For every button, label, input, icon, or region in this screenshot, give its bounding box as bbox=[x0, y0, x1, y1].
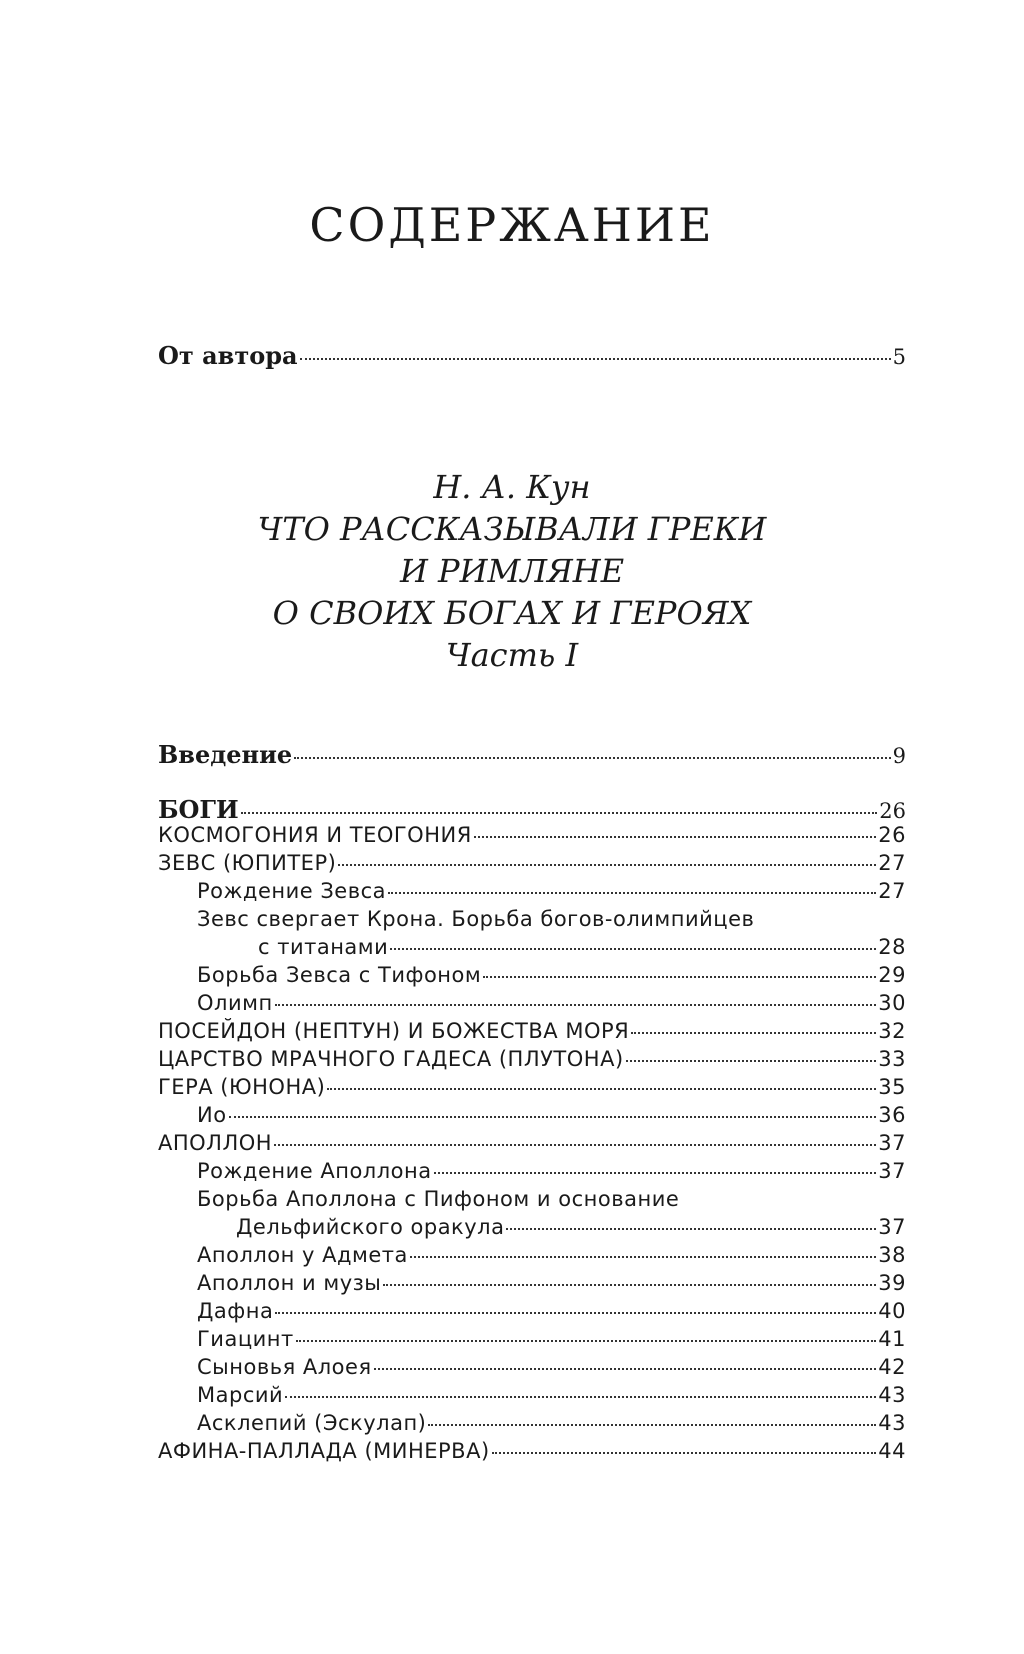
toc-entry-olympus bbox=[197, 991, 906, 1015]
toc-entry-label: Сыновья Алоея bbox=[197, 1355, 372, 1379]
toc-entry-zeus-birth bbox=[197, 879, 906, 903]
toc-entry-page: 5 bbox=[892, 345, 906, 369]
dot-leader bbox=[241, 812, 878, 814]
dot-leader bbox=[390, 948, 876, 950]
toc-entry-label: Аполлон у Адмета bbox=[197, 1243, 408, 1267]
page-title: СОДЕРЖАНИЕ bbox=[309, 198, 715, 252]
book-title-line-1: ЧТО РАССКАЗЫВАЛИ ГРЕКИ bbox=[257, 510, 767, 548]
toc-entry-page: 35 bbox=[878, 1075, 906, 1099]
book-title-line-2: И РИМЛЯНЕ bbox=[399, 552, 625, 590]
toc-entry-aloadae bbox=[197, 1355, 906, 1379]
toc-entry-page: 27 bbox=[878, 851, 906, 875]
toc-entry-python-delphi bbox=[236, 1215, 906, 1239]
toc-entry-page: 32 bbox=[878, 1019, 906, 1043]
toc-entry-marsyas bbox=[197, 1383, 906, 1407]
toc-entry-page: 39 bbox=[878, 1271, 906, 1295]
toc-entry-label: БОГИ bbox=[158, 795, 239, 824]
toc-entry-page: 37 bbox=[878, 1159, 906, 1183]
dot-leader bbox=[296, 1340, 877, 1342]
toc-entry-preface bbox=[158, 341, 906, 370]
toc-entry-label: Зевс свергает Крона. Борьба богов-олимпийцев bbox=[197, 907, 755, 931]
dot-leader bbox=[338, 864, 876, 866]
toc-entry-page: 37 bbox=[878, 1215, 906, 1239]
toc-entry-label: ЦАРСТВО МРАЧНОГО ГАДЕСА (ПЛУТОНА) bbox=[158, 1047, 624, 1071]
dot-leader bbox=[374, 1368, 877, 1370]
toc-entry-page: 9 bbox=[892, 744, 906, 768]
toc-entry-label-continued: с титанами bbox=[258, 935, 389, 959]
toc-entry-page: 41 bbox=[878, 1327, 906, 1351]
dot-leader bbox=[285, 1396, 876, 1398]
toc-entry-page: 28 bbox=[878, 935, 906, 959]
toc-entry-label: КОСМОГОНИЯ И ТЕОГОНИЯ bbox=[158, 823, 472, 847]
toc-entry-gods bbox=[158, 795, 906, 824]
dot-leader bbox=[275, 1004, 877, 1006]
dot-leader bbox=[410, 1256, 876, 1258]
toc-entry-label: Асклепий (Эскулап) bbox=[197, 1411, 427, 1435]
toc-entry-typhon bbox=[197, 963, 906, 987]
toc-entry-admetus bbox=[197, 1243, 906, 1267]
toc-entry-page: 29 bbox=[878, 963, 906, 987]
dot-leader bbox=[492, 1452, 877, 1454]
toc-entry-label: Гиацинт bbox=[197, 1327, 294, 1351]
toc-entry-label: Рождение Аполлона bbox=[197, 1159, 432, 1183]
dot-leader bbox=[275, 1312, 876, 1314]
book-heading bbox=[0, 466, 1024, 676]
toc-entry-label: Ио bbox=[197, 1103, 227, 1127]
toc-entry-daphne bbox=[197, 1299, 906, 1323]
book-author: Н. А. Кун bbox=[433, 468, 591, 506]
toc-entry-label: АПОЛЛОН bbox=[158, 1131, 273, 1155]
dot-leader bbox=[274, 1144, 876, 1146]
toc-entry-page: 38 bbox=[878, 1243, 906, 1267]
toc-entry-page: 26 bbox=[878, 823, 906, 847]
toc-entry-io bbox=[197, 1103, 906, 1127]
dot-leader bbox=[300, 358, 891, 360]
dot-leader bbox=[434, 1172, 877, 1174]
toc-entry-page: 43 bbox=[878, 1383, 906, 1407]
toc-entry-intro bbox=[158, 740, 906, 769]
dot-leader bbox=[229, 1116, 877, 1118]
dot-leader bbox=[506, 1228, 876, 1230]
toc-entry-page: 30 bbox=[878, 991, 906, 1015]
toc-entry-hera bbox=[158, 1075, 906, 1099]
toc-entry-page: 26 bbox=[879, 799, 906, 823]
toc-entry-label: Борьба Аполлона с Пифоном и основание bbox=[197, 1187, 680, 1211]
toc-entry-label: Борьба Зевса с Тифоном bbox=[197, 963, 482, 987]
toc-entry-label-continued: Дельфийского оракула bbox=[236, 1215, 505, 1239]
toc-entry-label: Марсий bbox=[197, 1383, 284, 1407]
dot-leader bbox=[383, 1284, 876, 1286]
toc-entry-label: Олимп bbox=[197, 991, 273, 1015]
toc-entry-label: Рождение Зевса bbox=[197, 879, 387, 903]
toc-entry-label: Аполлон и музы bbox=[197, 1271, 382, 1295]
toc-entry-page: 44 bbox=[878, 1439, 906, 1463]
toc-entry-page: 40 bbox=[878, 1299, 906, 1323]
dot-leader bbox=[388, 892, 876, 894]
toc-entry-page: 36 bbox=[878, 1103, 906, 1127]
dot-leader bbox=[294, 757, 890, 759]
toc-entry-zeus-titans bbox=[258, 935, 906, 959]
toc-entry-label: Дафна bbox=[197, 1299, 274, 1323]
toc-entry-muses bbox=[197, 1271, 906, 1295]
toc-entry-hades bbox=[158, 1047, 906, 1071]
toc-entry-apollo bbox=[158, 1131, 906, 1155]
toc-entry-label: ГЕРА (ЮНОНА) bbox=[158, 1075, 326, 1099]
dot-leader bbox=[626, 1060, 877, 1062]
dot-leader bbox=[474, 836, 876, 838]
toc-entry-label: ПОСЕЙДОН (НЕПТУН) И БОЖЕСТВА МОРЯ bbox=[158, 1019, 630, 1043]
toc-entry-asclepius bbox=[197, 1411, 906, 1435]
toc-entry-poseidon bbox=[158, 1019, 906, 1043]
dot-leader bbox=[483, 976, 876, 978]
dot-leader bbox=[428, 1424, 876, 1426]
book-part: Часть I bbox=[445, 636, 579, 674]
toc-entry-label: От автора bbox=[158, 341, 298, 370]
toc-entry-page: 33 bbox=[878, 1047, 906, 1071]
toc-entry-page: 27 bbox=[878, 879, 906, 903]
toc-entry-label: ЗЕВС (ЮПИТЕР) bbox=[158, 851, 337, 875]
toc-entry-page: 37 bbox=[878, 1131, 906, 1155]
toc-entry-athena bbox=[158, 1439, 906, 1463]
toc-entry-label: Введение bbox=[158, 740, 293, 769]
toc-entry-hyacinth bbox=[197, 1327, 906, 1351]
toc-entry-apollo-birth bbox=[197, 1159, 906, 1183]
toc-entry-label: АФИНА-ПАЛЛАДА (МИНЕРВА) bbox=[158, 1439, 490, 1463]
toc-entry-page: 43 bbox=[878, 1411, 906, 1435]
dot-leader bbox=[327, 1088, 876, 1090]
toc-entry-page: 42 bbox=[878, 1355, 906, 1379]
toc-entry-zeus bbox=[158, 851, 906, 875]
dot-leader bbox=[631, 1032, 876, 1034]
book-title-line-3: О СВОИХ БОГАХ И ГЕРОЯХ bbox=[272, 594, 752, 632]
toc-entry-cosmogony bbox=[158, 823, 906, 847]
